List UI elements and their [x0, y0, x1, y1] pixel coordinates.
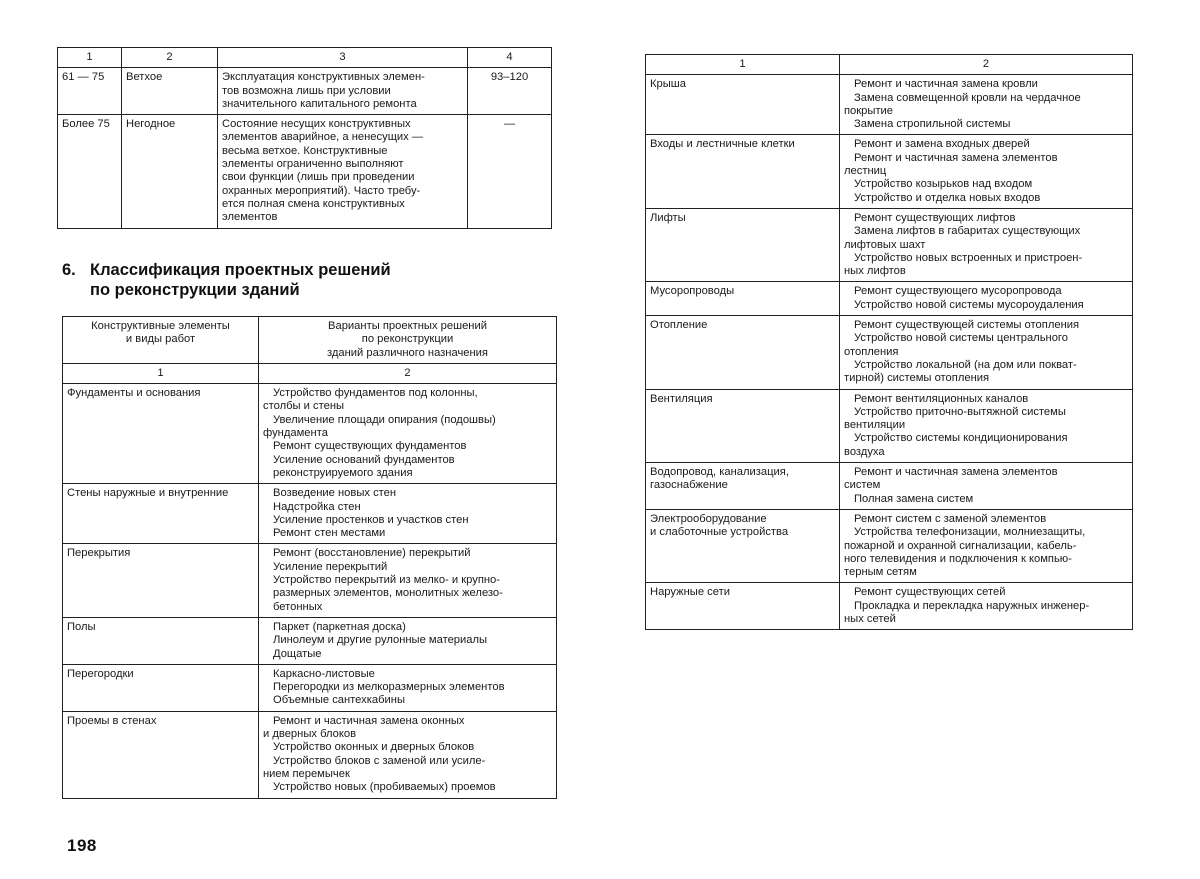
- solution-line: Возведение новых стен: [273, 487, 397, 500]
- description-cell: [218, 68, 468, 115]
- element-cell: [646, 463, 840, 510]
- condition-table: [57, 47, 552, 229]
- section-title-line2: по реконструкции зданий: [90, 281, 300, 299]
- cost-cell: —: [468, 115, 552, 228]
- classification-table-body: [63, 384, 557, 798]
- solution-line: ных сетей: [844, 612, 896, 625]
- solution-line: Устройство перекрытий из мелко- и крупно-: [273, 574, 501, 587]
- solutions-cell: [259, 384, 557, 484]
- description-line: значительного капитального ремонта: [222, 97, 417, 110]
- description-line: ется полная смена конструктивных: [222, 197, 405, 210]
- solution-line: и дверных блоков: [263, 728, 357, 741]
- classification-table-number-row: [63, 363, 557, 383]
- cost-cell: 93–120: [468, 68, 552, 115]
- solution-line: бетонных: [273, 600, 323, 613]
- section-title-line1: Классификация проектных решений: [90, 261, 391, 279]
- header-variants-line: по реконструкции: [361, 333, 454, 346]
- table-row: [646, 463, 1133, 510]
- description-cell: [218, 115, 468, 228]
- description-line: тов возможна лишь при условии: [222, 84, 391, 97]
- header-elements-line: и виды работ: [125, 333, 196, 346]
- condition-table-body: [58, 68, 552, 228]
- description-line: Эксплуатация конструктивных элемен-: [222, 71, 425, 84]
- section-number: 6.: [62, 261, 76, 279]
- element-cell: [646, 389, 840, 462]
- header-elements-cell: [63, 317, 259, 364]
- header-variants-line: зданий различного назначения: [326, 346, 488, 359]
- solutions-cell: [259, 544, 557, 617]
- classification-table-header-row: [63, 317, 557, 364]
- header-variants-cell: [259, 317, 557, 364]
- solution-line: Дощатые: [273, 647, 322, 660]
- solution-line: Прокладка и перекладка наружных инженер-: [854, 599, 1090, 612]
- table-row: [646, 75, 1133, 135]
- solution-line: Устройство новых (пробиваемых) проемов: [273, 781, 496, 794]
- solution-line: Устройство приточно-вытяжной системы: [854, 405, 1066, 418]
- solution-line: Ремонт систем с заменой элементов: [854, 512, 1047, 525]
- solution-line: Объемные сантехкабины: [273, 694, 405, 707]
- solution-line: Устройство козырьков над входом: [854, 178, 1033, 191]
- table-row: [58, 115, 552, 228]
- solution-line: Ремонт и частичная замена элементов: [854, 151, 1058, 164]
- element-cell: [646, 509, 840, 582]
- solution-line: Надстройка стен: [273, 500, 361, 513]
- column-number-cell: 2: [840, 55, 1133, 75]
- table-row: [63, 484, 557, 544]
- solution-line: Замена лифтов в габаритах существующих: [854, 225, 1081, 238]
- solution-line: Устройство системы кондиционирования: [854, 432, 1068, 445]
- solution-line: Ремонт существующей системы отопления: [854, 319, 1080, 332]
- description-line: элементов аварийное, а ненесущих —: [222, 131, 424, 144]
- element-line: Лифты: [650, 211, 686, 224]
- description-line: элементов: [222, 211, 278, 224]
- solutions-cell: [840, 583, 1133, 630]
- table-row: [63, 384, 557, 484]
- solutions-cell: [840, 316, 1133, 389]
- solution-line: вентиляции: [844, 419, 906, 432]
- solutions-cell: [840, 509, 1133, 582]
- solution-line: нием перемычек: [263, 767, 350, 780]
- section-heading: [62, 260, 391, 300]
- element-cell: Стены наружные и внутренние: [63, 484, 259, 544]
- solution-line: Усиление простенков и участков стен: [273, 513, 469, 526]
- solution-line: Ремонт вентиляционных каналов: [854, 392, 1029, 405]
- description-line: элементы ограниченно выполняют: [222, 158, 404, 171]
- table-row: [63, 544, 557, 617]
- table-row: [63, 664, 557, 711]
- table-row: [646, 282, 1133, 316]
- continuation-table-body: [646, 75, 1133, 630]
- element-line: Входы и лестничные клетки: [650, 138, 795, 151]
- solutions-cell: [840, 208, 1133, 281]
- solution-line: столбы и стены: [263, 400, 345, 413]
- solution-line: Паркет (паркетная доска): [273, 620, 406, 633]
- solution-line: фундамента: [263, 427, 328, 440]
- table-row: [646, 389, 1133, 462]
- solutions-cell: [840, 463, 1133, 510]
- solutions-cell: [840, 389, 1133, 462]
- condition-table-header-row: [58, 48, 552, 68]
- element-cell: [646, 316, 840, 389]
- header-elements-line: Конструктивные элементы: [91, 320, 230, 332]
- table-row: [58, 68, 552, 115]
- solution-line: тирной) системы отопления: [844, 372, 990, 385]
- element-cell: [646, 135, 840, 208]
- solution-line: Ремонт и частичная замена оконных: [273, 714, 465, 727]
- solution-line: пожарной и охранной сигнализации, кабель-: [844, 539, 1077, 552]
- solution-line: отопления: [844, 345, 899, 358]
- solution-line: Ремонт существующих фундаментов: [273, 440, 467, 453]
- table-row: [646, 583, 1133, 630]
- element-cell: [646, 208, 840, 281]
- solution-line: Замена совмещенной кровли на чердачное: [854, 91, 1081, 104]
- solution-line: Ремонт существующих лифтов: [854, 211, 1016, 224]
- condition-cell: Негодное: [122, 115, 218, 228]
- column-number-cell: 1: [646, 55, 840, 75]
- solution-line: Ремонт стен местами: [273, 527, 386, 540]
- solution-line: Каркасно-листовые: [273, 667, 375, 680]
- table-row: [646, 316, 1133, 389]
- solutions-cell: [259, 711, 557, 798]
- solution-line: размерных элементов, монолитных железо-: [273, 587, 503, 600]
- solution-line: ного телевидения и подключения к компью-: [844, 552, 1072, 565]
- solution-line: Замена стропильной системы: [854, 118, 1011, 131]
- description-line: весьма ветхое. Конструктивные: [222, 144, 388, 157]
- table-row: [646, 509, 1133, 582]
- continuation-table: [645, 54, 1133, 630]
- solution-line: Устройство новых встроенных и пристроен-: [854, 251, 1083, 264]
- solution-line: Устройство оконных и дверных блоков: [273, 741, 475, 754]
- solution-line: Ремонт (восстановление) перекрытий: [273, 547, 471, 560]
- element-cell: [646, 75, 840, 135]
- solution-line: Линолеум и другие рулонные материалы: [273, 634, 488, 647]
- element-cell: Перегородки: [63, 664, 259, 711]
- element-cell: [646, 583, 840, 630]
- solution-line: Перегородки из мелкоразмерных элементов: [273, 681, 505, 694]
- table-row: [646, 135, 1133, 208]
- condition-table-header-cell: 2: [122, 48, 218, 68]
- solutions-cell: [259, 664, 557, 711]
- table-row: [63, 711, 557, 798]
- description-line: свои функции (лишь при проведении: [222, 171, 415, 184]
- element-line: Наружные сети: [650, 586, 730, 599]
- condition-cell: Ветхое: [122, 68, 218, 115]
- solution-line: Полная замена систем: [854, 492, 974, 505]
- solutions-cell: [259, 484, 557, 544]
- solution-line: Увеличение площади опирания (подошвы): [273, 413, 496, 426]
- solution-line: систем: [844, 479, 881, 492]
- classification-table: [62, 316, 557, 799]
- solutions-cell: [840, 282, 1133, 316]
- condition-table-header-cell: 3: [218, 48, 468, 68]
- element-line: и слаботочные устройства: [650, 526, 789, 539]
- element-cell: Полы: [63, 617, 259, 664]
- solution-line: Усиление оснований фундаментов: [273, 453, 455, 466]
- element-line: Водопровод, канализация,: [650, 466, 789, 479]
- solution-line: терным сетям: [844, 566, 917, 579]
- table-row: [63, 617, 557, 664]
- element-line: Отопление: [650, 319, 708, 332]
- solution-line: ных лифтов: [844, 265, 906, 278]
- solution-line: Ремонт и замена входных дверей: [854, 138, 1030, 151]
- column-number-cell: 1: [63, 363, 259, 383]
- solutions-cell: [259, 617, 557, 664]
- solution-line: Ремонт и частичная замена элементов: [854, 466, 1058, 479]
- solution-line: Ремонт существующего мусоропровода: [854, 285, 1062, 298]
- solution-line: Ремонт существующих сетей: [854, 586, 1006, 599]
- table-row: [646, 208, 1133, 281]
- element-line: Вентиляция: [650, 392, 713, 405]
- solution-line: Устройство фундаментов под колонны,: [273, 387, 478, 400]
- solution-line: воздуха: [844, 445, 885, 458]
- header-variants-line: Варианты проектных решений: [328, 320, 487, 332]
- element-line: Мусоропроводы: [650, 285, 735, 298]
- solution-line: Ремонт и частичная замена кровли: [854, 78, 1038, 91]
- solutions-cell: [840, 135, 1133, 208]
- description-line: охранных мероприятий). Часто требу-: [222, 184, 421, 197]
- element-line: Электрооборудование: [650, 512, 767, 525]
- solution-line: Усиление перекрытий: [273, 560, 388, 573]
- solution-line: Устройство блоков с заменой или усиле-: [273, 754, 486, 767]
- solution-line: Устройство локальной (на дом или покват-: [854, 358, 1077, 371]
- description-line: Состояние несущих конструктивных: [222, 118, 411, 131]
- solution-line: реконструируемого здания: [273, 466, 413, 479]
- page-number: 198: [67, 836, 97, 855]
- age-range-cell: Более 75: [58, 115, 122, 228]
- solution-line: Устройство и отделка новых входов: [854, 191, 1041, 204]
- element-cell: Фундаменты и основания: [63, 384, 259, 484]
- solution-line: Устройство новой системы центрального: [854, 332, 1068, 345]
- element-cell: Перекрытия: [63, 544, 259, 617]
- condition-table-header-cell: 4: [468, 48, 552, 68]
- element-line: Крыша: [650, 78, 686, 91]
- solution-line: покрытие: [844, 104, 894, 117]
- element-cell: [646, 282, 840, 316]
- solution-line: лестниц: [844, 165, 887, 178]
- solution-line: Устройства телефонизации, молниезащиты,: [854, 526, 1086, 539]
- column-number-cell: 2: [259, 363, 557, 383]
- element-line: газоснабжение: [650, 479, 728, 492]
- solution-line: лифтовых шахт: [844, 238, 926, 251]
- element-cell: Проемы в стенах: [63, 711, 259, 798]
- solution-line: Устройство новой системы мусороудаления: [854, 298, 1084, 311]
- solutions-cell: [840, 75, 1133, 135]
- condition-table-header-cell: 1: [58, 48, 122, 68]
- age-range-cell: 61 — 75: [58, 68, 122, 115]
- continuation-table-header-row: [646, 55, 1133, 75]
